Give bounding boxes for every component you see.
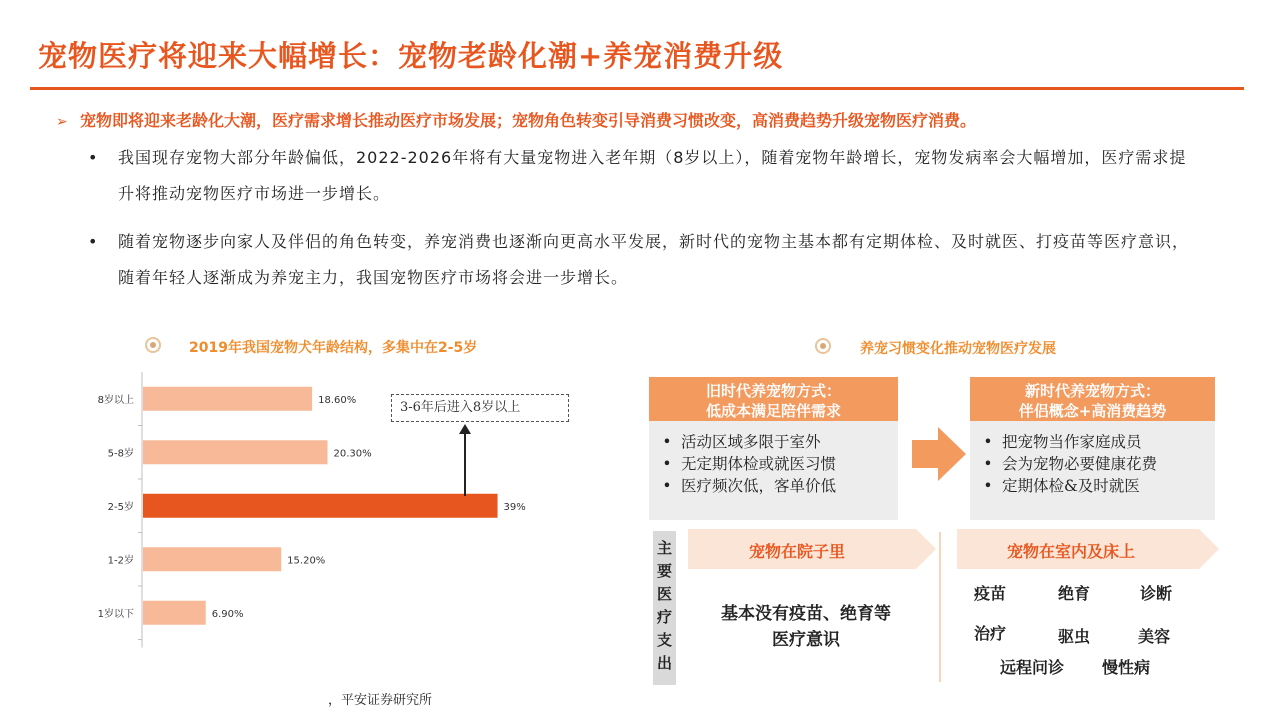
new-era-title-2: 伴侣概念+高消费趋势	[1018, 402, 1167, 420]
bullet-item	[88, 224, 1198, 296]
up-arrow-icon	[464, 432, 466, 496]
target-icon	[145, 337, 161, 353]
care-item-vaccine: 疫苗	[974, 584, 1007, 603]
target-icon	[815, 338, 831, 354]
transition-arrow-icon	[912, 427, 966, 481]
old-era-item: • 活动区域多限于室外	[653, 431, 898, 453]
chart-category-label: 5-8岁	[107, 448, 134, 460]
bullet-text: 随着宠物逐步向家人及伴侣的角色转变，养宠消费也逐渐向更高水平发展，新时代的宠物主基本都有定期体检、及时就医、打疫苗等医疗意识，随着年轻人逐渐成为养宠主力，我国宠物医疗市场将会进一步增长。	[118, 232, 1190, 287]
new-era-item: • 会为宠物必要健康花费	[974, 453, 1215, 475]
headline	[56, 108, 976, 131]
chart-category-label: 2-5岁	[107, 501, 134, 513]
care-item-treatment: 治疗	[974, 624, 1007, 643]
old-care-line-1: 基本没有疫苗、绝育等	[721, 604, 891, 624]
old-era-item: • 医疗频次低，客单价低	[653, 475, 898, 497]
chart-bar	[143, 494, 498, 518]
care-item-sterilization: 绝育	[1058, 584, 1091, 603]
old-era-list	[649, 421, 898, 520]
chart-bar	[143, 387, 312, 411]
bullet-dot-icon: •	[88, 148, 98, 167]
habits-section-title: 养宠习惯变化推动宠物医疗发展	[860, 341, 1056, 357]
main-medical-spending-label: 主要医疗支出	[653, 531, 676, 685]
chart-value-label: 20.30%	[333, 448, 372, 460]
chart-category-label: 1岁以下	[97, 608, 134, 620]
new-location-label: 宠物在室内及床上	[1007, 542, 1136, 561]
chart-bar	[143, 440, 328, 464]
care-item-grooming: 美容	[1138, 627, 1171, 646]
bullet-dot-icon: •	[88, 232, 98, 251]
chart-value-label: 39%	[503, 501, 526, 513]
care-item-deworming: 驱虫	[1058, 627, 1091, 646]
headline-text: 宠物即将迎来老龄化大潮，医疗需求增长推动医疗市场发展；宠物角色转变引导消费习惯改变，高消费趋势升级宠物医疗消费。	[80, 111, 977, 130]
up-arrow-head-icon	[459, 424, 471, 434]
chart-bar	[143, 547, 281, 571]
title-divider	[30, 87, 1244, 90]
page-title: 宠物医疗将迎来大幅增长：宠物老龄化潮+养宠消费升级	[38, 39, 784, 73]
old-era-title-1: 旧时代养宠物方式：	[705, 382, 841, 400]
care-item-telemedicine: 远程问诊	[1000, 658, 1065, 677]
old-care-line-2: 医疗意识	[772, 630, 840, 650]
old-care-text	[688, 601, 924, 653]
new-era-title-1: 新时代养宠物方式：	[1024, 382, 1160, 400]
bullet-text: 我国现存宠物大部分年龄偏低，2022-2026年将有大量宠物进入老年期（8岁以上），随着宠物年龄增长，宠物发病率会大幅增加，医疗需求提升将推动宠物医疗市场进一步增长。	[118, 148, 1187, 203]
new-era-item: • 把宠物当作家庭成员	[974, 431, 1215, 453]
old-era-title-2: 低成本满足陪伴需求	[705, 402, 841, 420]
annotation-box: 3-6年后进入8岁以上	[391, 394, 569, 422]
chart-bar	[143, 601, 206, 625]
arrow-bullet-icon: ➢	[56, 114, 68, 130]
new-era-item: • 定期体检&及时就医	[974, 475, 1215, 497]
chart-category-label: 1-2岁	[107, 555, 134, 567]
chart-value-label: 18.60%	[318, 394, 357, 406]
source-note: ，平安证券研究所	[328, 693, 433, 708]
new-era-header	[970, 377, 1215, 421]
chart-value-label: 15.20%	[287, 555, 326, 567]
bullet-item	[88, 140, 1198, 212]
care-item-chronic-disease: 慢性病	[1102, 658, 1151, 677]
chart-value-label: 6.90%	[211, 608, 244, 620]
column-divider	[939, 532, 941, 682]
old-era-item: • 无定期体检或就医习惯	[653, 453, 898, 475]
old-location-label: 宠物在院子里	[749, 542, 846, 561]
care-item-diagnosis: 诊断	[1140, 584, 1173, 603]
old-era-header	[649, 377, 898, 421]
new-era-list	[970, 421, 1215, 520]
chart-section-title: 2019年我国宠物犬年龄结构，多集中在2-5岁	[189, 340, 478, 356]
chart-category-label: 8岁以上	[97, 394, 134, 406]
